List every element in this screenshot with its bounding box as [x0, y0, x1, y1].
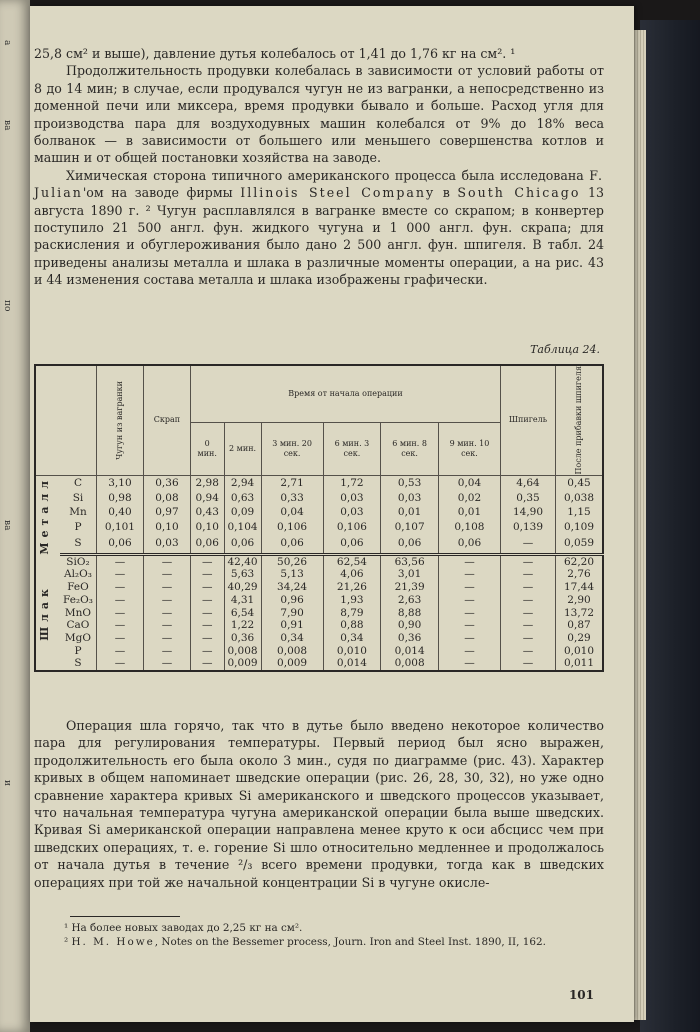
table-cell: 0,36: [143, 475, 190, 490]
metal-section: [35, 475, 603, 554]
table-cell: 0,06: [224, 535, 261, 554]
element-label: P: [74, 644, 82, 657]
table-cell: —: [190, 554, 224, 568]
table-cell: 0,33: [261, 491, 323, 506]
table-cell: —: [190, 632, 224, 645]
table-cell: —: [143, 645, 190, 658]
table-cell: 0,059: [556, 535, 604, 554]
table-cell: —: [438, 632, 500, 645]
element-label: Al₂O₃: [63, 568, 92, 581]
table-row: [35, 657, 603, 671]
table-cell: —: [501, 535, 556, 554]
page-number: 101: [568, 988, 594, 1002]
table-cell: —: [190, 645, 224, 658]
table-cell: 5,63: [224, 568, 261, 581]
table-cell: 0,03: [323, 505, 381, 520]
element-label: P: [74, 521, 82, 534]
table-cell: 0,04: [261, 505, 323, 520]
table-cell: 0,101: [96, 520, 143, 535]
table-cell: —: [501, 632, 556, 645]
element-label: FeO: [67, 581, 89, 594]
col-header-spiegel: Шпигель: [501, 365, 556, 475]
table-cell: —: [143, 594, 190, 607]
element-label: Fe₂O₃: [63, 593, 93, 606]
table-cell: 0,014: [381, 645, 439, 658]
table-cell: —: [438, 619, 500, 632]
group-label-slag: Шлак: [38, 583, 51, 641]
table-cell: 0,010: [556, 645, 604, 658]
table-cell: —: [501, 619, 556, 632]
col-header-time: 9 мин. 10 сек.: [438, 422, 500, 475]
table-cell: 0,038: [556, 491, 604, 506]
table-cell: 0,008: [381, 657, 439, 671]
table-cell: 0,63: [224, 491, 261, 506]
table-cell: 3,10: [96, 475, 143, 490]
table-cell: —: [96, 607, 143, 620]
table-cell: 0,94: [190, 491, 224, 506]
book-cover-edge: [640, 20, 700, 1032]
table-cell: —: [501, 594, 556, 607]
table-cell: 21,39: [381, 581, 439, 594]
company-name: Illinois Steel Company: [240, 185, 436, 201]
table-cell: —: [190, 594, 224, 607]
table-cell: 2,71: [261, 475, 323, 490]
element-header-blank: [60, 365, 96, 475]
element-label: S: [60, 535, 96, 554]
table-cell: 0,04: [438, 475, 500, 490]
bottom-text-block: [30, 717, 634, 891]
table-cell: 0,06: [261, 535, 323, 554]
table-cell: 0,91: [261, 619, 323, 632]
table-cell: —: [96, 581, 143, 594]
col-header-time: 2 мин.: [224, 422, 261, 475]
table-cell: 0,29: [556, 632, 604, 645]
table-cell: 0,98: [96, 491, 143, 506]
table-row: [35, 607, 603, 620]
table-cell: 0,014: [323, 657, 381, 671]
table-cell: 0,011: [556, 657, 604, 671]
table-cell: 1,22: [224, 619, 261, 632]
table-cell: 4,31: [224, 594, 261, 607]
table-cell: —: [190, 607, 224, 620]
table-cell: 0,06: [190, 535, 224, 554]
col-header-time: 6 мин. 8 сек.: [381, 422, 439, 475]
table-cell: —: [438, 568, 500, 581]
table-cell: —: [501, 581, 556, 594]
table-cell: —: [143, 568, 190, 581]
table-cell: 17,44: [556, 581, 604, 594]
table-cell: 42,40: [224, 554, 261, 568]
element-label: MnO: [64, 606, 92, 619]
table-cell: —: [501, 568, 556, 581]
table-cell: 1,72: [323, 475, 381, 490]
table-cell: 3,01: [381, 568, 439, 581]
table-cell: 1,93: [323, 594, 381, 607]
table-cell: 0,01: [438, 505, 500, 520]
table-row: [35, 554, 603, 568]
table-cell: 0,34: [323, 632, 381, 645]
table-cell: 4,64: [501, 475, 556, 490]
table-cell: 0,01: [381, 505, 439, 520]
paragraph-4: Операция шла горячо, так что в дутье было введено некоторое количество пара для регулирования температуры. Первый период был ясно выражен, продолжительность его была около 3 мин., судя по диаграмме (рис. 43). Характер кривых в общем напоминает шведские операции (рис. 26, 28, 30, 32), но уже одно сравнение характера кривых Si американского и шведского процессов указывает, что начальная температура чугуна американской операции была выше шведских. Кривая Si американской операции направлена менее круто к оси абсцисс чем при шведских операциях, т. е. горение Si шло относительно медленнее и продолжалось от начала дутья в течение ²/₃ всего времени продувки, тогда как в шведских операциях при той же начальной концентрации Si в чугуне окисле-: [34, 718, 604, 890]
table-cell: —: [190, 619, 224, 632]
group-label-metal: Металл: [38, 475, 51, 555]
table-row: [35, 505, 603, 520]
table-cell: 62,20: [556, 554, 604, 568]
table-cell: 0,106: [261, 520, 323, 535]
table-cell: —: [96, 645, 143, 658]
table-cell: 0,36: [224, 632, 261, 645]
table-cell: 0,35: [501, 491, 556, 506]
table-row: [35, 632, 603, 645]
group-header-blank: [35, 365, 60, 475]
table-cell: 2,94: [224, 475, 261, 490]
table-cell: 0,009: [261, 657, 323, 671]
table-cell: 8,79: [323, 607, 381, 620]
table-cell: —: [438, 657, 500, 671]
table-cell: —: [190, 657, 224, 671]
paragraph-3: Химическая сторона типичного американского процесса была исследована F. Julian'ом на заводе фирмы Illinois Steel Company в South Chicago 13 августа 1890 г. ² Чугун расплавлялся в вагранке вместе со скрапом; в конвертер поступило 21 500 англ. фун. жидкого чугуна и 1 000 англ. фун. скрапа; для раскисления и обуглероживания было дано 2 500 англ. фун. шпигеля. В табл. 24 приведены анализы металла и шлака в различные моменты операции, а на рис. 43 и 44 изменения состава металла и шлака изображены графически.: [34, 167, 604, 288]
col-header-after-spiegel: После прибавки шпигеля: [556, 365, 604, 475]
table-cell: —: [96, 568, 143, 581]
table-cell: —: [143, 607, 190, 620]
table-cell: 0,104: [224, 520, 261, 535]
left-page-fragment: и: [2, 780, 12, 786]
table-row: [35, 475, 603, 490]
table-cell: 2,76: [556, 568, 604, 581]
table-cell: —: [96, 632, 143, 645]
element-label: MgO: [64, 631, 92, 644]
table-cell: 0,008: [261, 645, 323, 658]
table-cell: 0,03: [381, 491, 439, 506]
table-cell: 0,53: [381, 475, 439, 490]
table-row: [35, 594, 603, 607]
table-cell: 0,06: [96, 535, 143, 554]
table-cell: —: [96, 554, 143, 568]
table-cell: 0,90: [381, 619, 439, 632]
table-cell: —: [143, 581, 190, 594]
table-cell: 0,34: [261, 632, 323, 645]
footnote-2: ² Н. М. Howe, Notes on the Bessemer process, Journ. Iron and Steel Inst. 1890, II, 162.: [64, 936, 546, 948]
table-cell: 0,106: [323, 520, 381, 535]
table-cell: 0,10: [143, 520, 190, 535]
table-cell: 13,72: [556, 607, 604, 620]
table-row: [35, 645, 603, 658]
table-cell: —: [438, 607, 500, 620]
table-cell: 0,88: [323, 619, 381, 632]
table-cell: 0,43: [190, 505, 224, 520]
col-header-time: 0 мин.: [190, 422, 224, 475]
author-name: F. Julian: [34, 167, 604, 201]
table-cell: —: [96, 657, 143, 671]
table-row: [35, 491, 603, 506]
table-cell: —: [438, 581, 500, 594]
table-cell: 0,03: [323, 491, 381, 506]
table-cell: 0,10: [190, 520, 224, 535]
table-cell: —: [143, 632, 190, 645]
table-cell: 2,98: [190, 475, 224, 490]
left-page-fragment: ва: [2, 120, 12, 131]
table-cell: 0,06: [381, 535, 439, 554]
col-header-time: 3 мин. 20 сек.: [261, 422, 323, 475]
table-cell: 0,107: [381, 520, 439, 535]
table-cell: 50,26: [261, 554, 323, 568]
table-cell: 0,03: [143, 535, 190, 554]
table-cell: 0,139: [501, 520, 556, 535]
table-row: [35, 619, 603, 632]
table-cell: —: [438, 594, 500, 607]
table-cell: 8,88: [381, 607, 439, 620]
left-page-fragment: по: [2, 300, 12, 312]
analysis-table: [34, 364, 604, 672]
table-cell: 0,09: [224, 505, 261, 520]
slag-section: [35, 554, 603, 671]
table-cell: —: [96, 594, 143, 607]
table-cell: 0,06: [323, 535, 381, 554]
table-cell: 4,06: [323, 568, 381, 581]
table-cell: —: [501, 645, 556, 658]
table-cell: 0,010: [323, 645, 381, 658]
book-page: [30, 6, 634, 1022]
table-caption: Таблица 24.: [530, 343, 600, 356]
table-cell: —: [143, 657, 190, 671]
table-cell: 0,109: [556, 520, 604, 535]
table-cell: —: [96, 619, 143, 632]
table-cell: —: [143, 554, 190, 568]
table-cell: 14,90: [501, 505, 556, 520]
table-cell: 0,008: [224, 645, 261, 658]
table-cell: 0,08: [143, 491, 190, 506]
table-cell: —: [501, 554, 556, 568]
table-cell: 0,40: [96, 505, 143, 520]
top-text-block: [30, 45, 634, 289]
col-header-time-group: Время от начала операции: [190, 365, 500, 422]
left-page-fragment: a: [2, 40, 12, 46]
table-cell: 0,009: [224, 657, 261, 671]
table-cell: 2,90: [556, 594, 604, 607]
element-label: S: [74, 657, 82, 670]
table-row: [35, 581, 603, 594]
table-row: [35, 535, 603, 554]
element-label: SiO₂: [66, 555, 90, 568]
element-label: Mn: [69, 506, 87, 519]
table-cell: —: [438, 554, 500, 568]
table-cell: 40,29: [224, 581, 261, 594]
col-header-scrap: Скрап: [143, 365, 190, 475]
table-cell: —: [190, 568, 224, 581]
table-cell: —: [143, 619, 190, 632]
paragraph-1: 25,8 см² и выше), давление дутья колебалось от 1,41 до 1,76 кг на см². ¹: [34, 46, 516, 61]
col-header-cupola-iron: Чугун из вагранки: [96, 365, 143, 475]
left-page-strip: [0, 0, 30, 1032]
table-cell: 7,90: [261, 607, 323, 620]
paragraph-2: Продолжительность продувки колебалась в зависимости от условий работы от 8 до 14 мин; в случае, если продувался чугун не из вагранки, а непосредственно из доменной печи или миксера, время продувки бывало и больше. Расход угля для производства пара для воздуходувных машин колебался от 9% до 18% веса болванок — в зависимости от большего или меньшего совершенства котлов и машин и от общей постановки хозяйства на заводе.: [34, 63, 604, 166]
col-header-time: 6 мин. 3 сек.: [323, 422, 381, 475]
table-cell: —: [501, 657, 556, 671]
table-cell: —: [501, 607, 556, 620]
table-cell: 0,87: [556, 619, 604, 632]
table-cell: 63,56: [381, 554, 439, 568]
table-cell: 0,108: [438, 520, 500, 535]
table-cell: 5,13: [261, 568, 323, 581]
table-cell: 0,06: [438, 535, 500, 554]
left-page-fragment: ва: [2, 520, 12, 531]
table-cell: —: [190, 581, 224, 594]
table-cell: 0,45: [556, 475, 604, 490]
city-name: South Chicago: [457, 185, 581, 201]
table-cell: 21,26: [323, 581, 381, 594]
table-cell: —: [438, 645, 500, 658]
table-row: [35, 568, 603, 581]
table-cell: 0,02: [438, 491, 500, 506]
element-label: CaO: [66, 619, 90, 632]
footnote-divider: [70, 916, 180, 917]
footnote-author: Н. М. Howe: [71, 936, 155, 948]
table-cell: 0,36: [381, 632, 439, 645]
element-label: Si: [72, 491, 84, 504]
element-label: C: [73, 476, 82, 489]
table-cell: 34,24: [261, 581, 323, 594]
table-cell: 6,54: [224, 607, 261, 620]
table-cell: 62,54: [323, 554, 381, 568]
table-cell: 0,96: [261, 594, 323, 607]
table-row: [35, 520, 603, 535]
table-cell: 2,63: [381, 594, 439, 607]
footnote-1: ¹ На более новых заводах до 2,25 кг на см².: [64, 922, 303, 934]
table-cell: 1,15: [556, 505, 604, 520]
table-cell: 0,97: [143, 505, 190, 520]
